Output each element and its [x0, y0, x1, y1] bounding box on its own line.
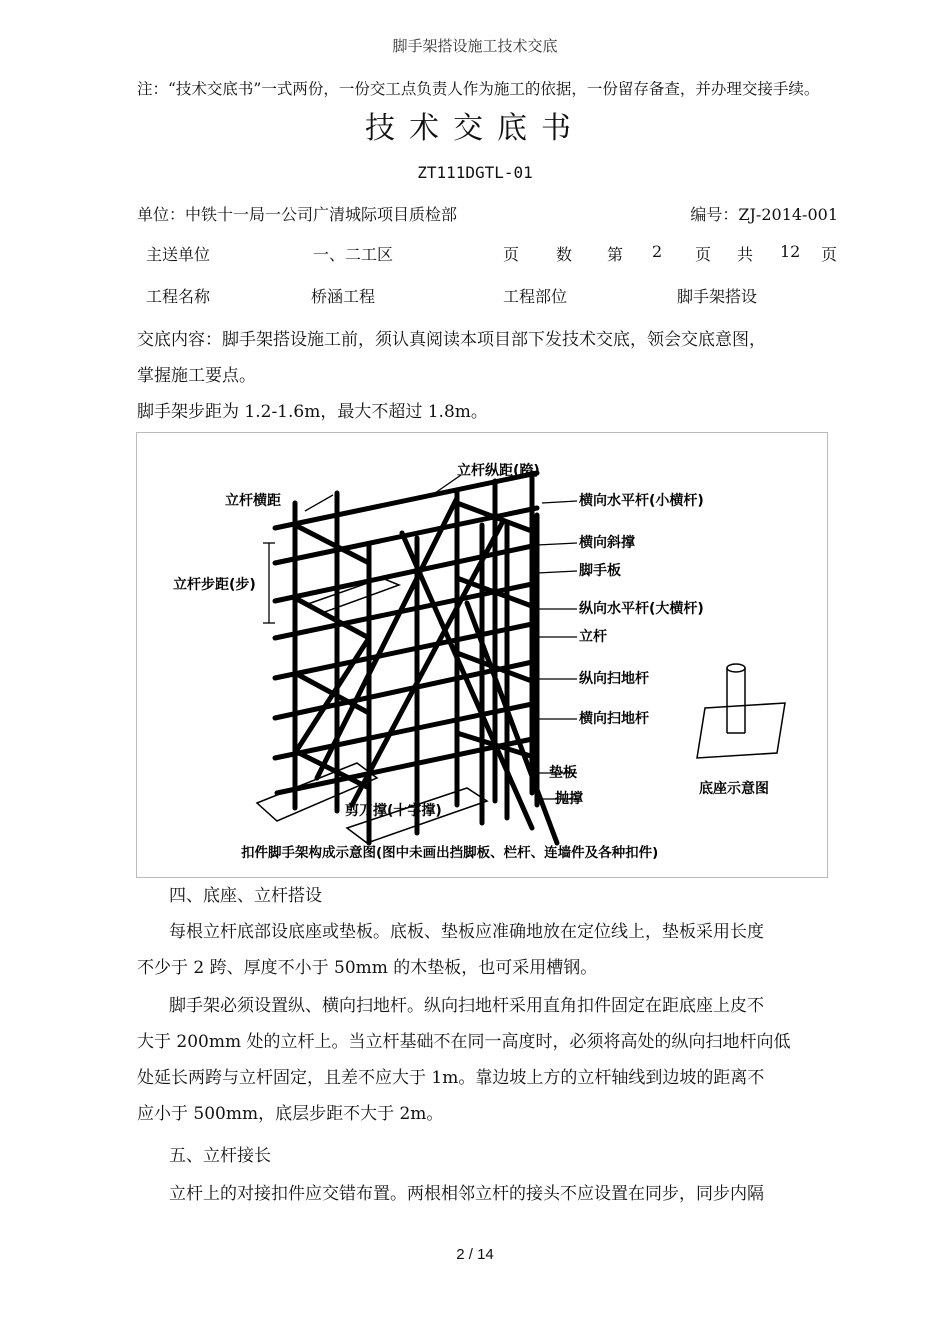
content-line-1: 交底内容：脚手架搭设施工前，须认真阅读本项目部下发技术交底，领会交底意图，	[137, 330, 766, 350]
doc-code: ZT111DGTL-01	[417, 163, 533, 182]
section-5-p1: 立杆上的对接扣件应交错布置。两根相邻立杆的接头不应设置在同步，同步内隔	[169, 1184, 764, 1204]
page-footer: 2 / 14	[456, 1246, 494, 1263]
label-project-part: 工程部位	[503, 287, 568, 306]
label-pole-long-spacing: 立杆纵距(跨)	[457, 463, 540, 479]
project-part-value: 脚手架搭设	[677, 287, 758, 306]
step-line: 脚手架步距为 1.2-1.6m，最大不超过 1.8m。	[137, 402, 488, 422]
unit-line: 单位：中铁十一局一公司广清城际项目质检部	[137, 205, 458, 224]
label-pad: 垫板	[549, 765, 577, 781]
page-gong: 共	[737, 245, 754, 264]
scaffold-diagram	[136, 432, 828, 878]
doc-title: 技术交底书	[365, 111, 585, 146]
label-long-sweep: 纵向扫地杆	[579, 671, 649, 687]
label-trans-sweep: 横向扫地杆	[579, 711, 649, 727]
label-throw-brace: 抛撑	[555, 791, 583, 807]
figure-caption: 扣件脚手架构成示意图(图中未画出挡脚板、栏杆、连墙件及各种扣件)	[241, 845, 659, 861]
content-line-2: 掌握施工要点。	[137, 366, 256, 386]
label-pole: 立杆	[579, 629, 607, 645]
section-4-p2-line2: 大于 200mm 处的立杆上。当立杆基础不在同一高度时，必须将高处的纵向扫地杆向低	[137, 1032, 791, 1052]
label-send-unit: 主送单位	[146, 245, 211, 264]
section-4-p1-line1: 每根立杆底部设底座或垫板。底板、垫板应准确地放在定位线上，垫板采用长度	[169, 922, 764, 942]
label-base-title: 底座示意图	[699, 781, 769, 797]
page-word-2: 数	[556, 245, 573, 264]
page-di: 第	[607, 245, 624, 264]
label-scaffold-board: 脚手板	[579, 563, 621, 579]
page-ye-1: 页	[695, 245, 712, 264]
label-project-name: 工程名称	[146, 287, 211, 306]
page-total: 12	[780, 242, 801, 261]
section-4-p2-line3: 处延长两跨与立杆固定，且差不应大于 1m。靠边坡上方的立杆轴线到边坡的距离不	[137, 1068, 765, 1088]
section-5-title: 五、立杆接长	[169, 1146, 271, 1166]
scaffold-diagram-svg	[137, 433, 827, 877]
note-line: 注：“技术交底书”一式两份，一份交工点负责人作为施工的依据，一份留存备查，并办理交接手续。	[137, 80, 820, 98]
info-row-project	[137, 284, 837, 308]
label-step: 立杆步距(步)	[173, 577, 256, 593]
section-4-title: 四、底座、立杆搭设	[169, 886, 322, 906]
page-ye-2: 页	[821, 245, 838, 264]
section-4-p2-line4: 应小于 500mm，底层步距不大于 2m。	[137, 1104, 444, 1124]
section-4-p1-line2: 不少于 2 跨、厚度不小于 50mm 的木垫板，也可采用槽钢。	[137, 958, 598, 978]
label-trans-horizontal: 横向水平杆(小横杆)	[579, 493, 704, 509]
page-number: 2	[652, 242, 663, 261]
info-row-send	[137, 242, 837, 266]
scaffold-tubes	[275, 473, 557, 843]
serial-line: 编号：ZJ-2014-001	[690, 205, 838, 224]
label-scissor-brace: 剪刀撑(十字撑)	[345, 803, 442, 819]
label-trans-brace: 横向斜撑	[579, 535, 635, 551]
page-word-1: 页	[503, 245, 520, 264]
base-detail	[697, 664, 785, 758]
running-header: 脚手架搭设施工技术交底	[392, 37, 558, 55]
project-name-value: 桥涵工程	[311, 287, 376, 306]
label-pole-trans-spacing: 立杆横距	[225, 493, 281, 509]
label-long-horizontal: 纵向水平杆(大横杆)	[579, 601, 704, 617]
send-unit-value: 一、二工区	[313, 245, 394, 264]
section-4-p2-line1: 脚手架必须设置纵、横向扫地杆。纵向扫地杆采用直角扣件固定在距底座上皮不	[169, 996, 764, 1016]
